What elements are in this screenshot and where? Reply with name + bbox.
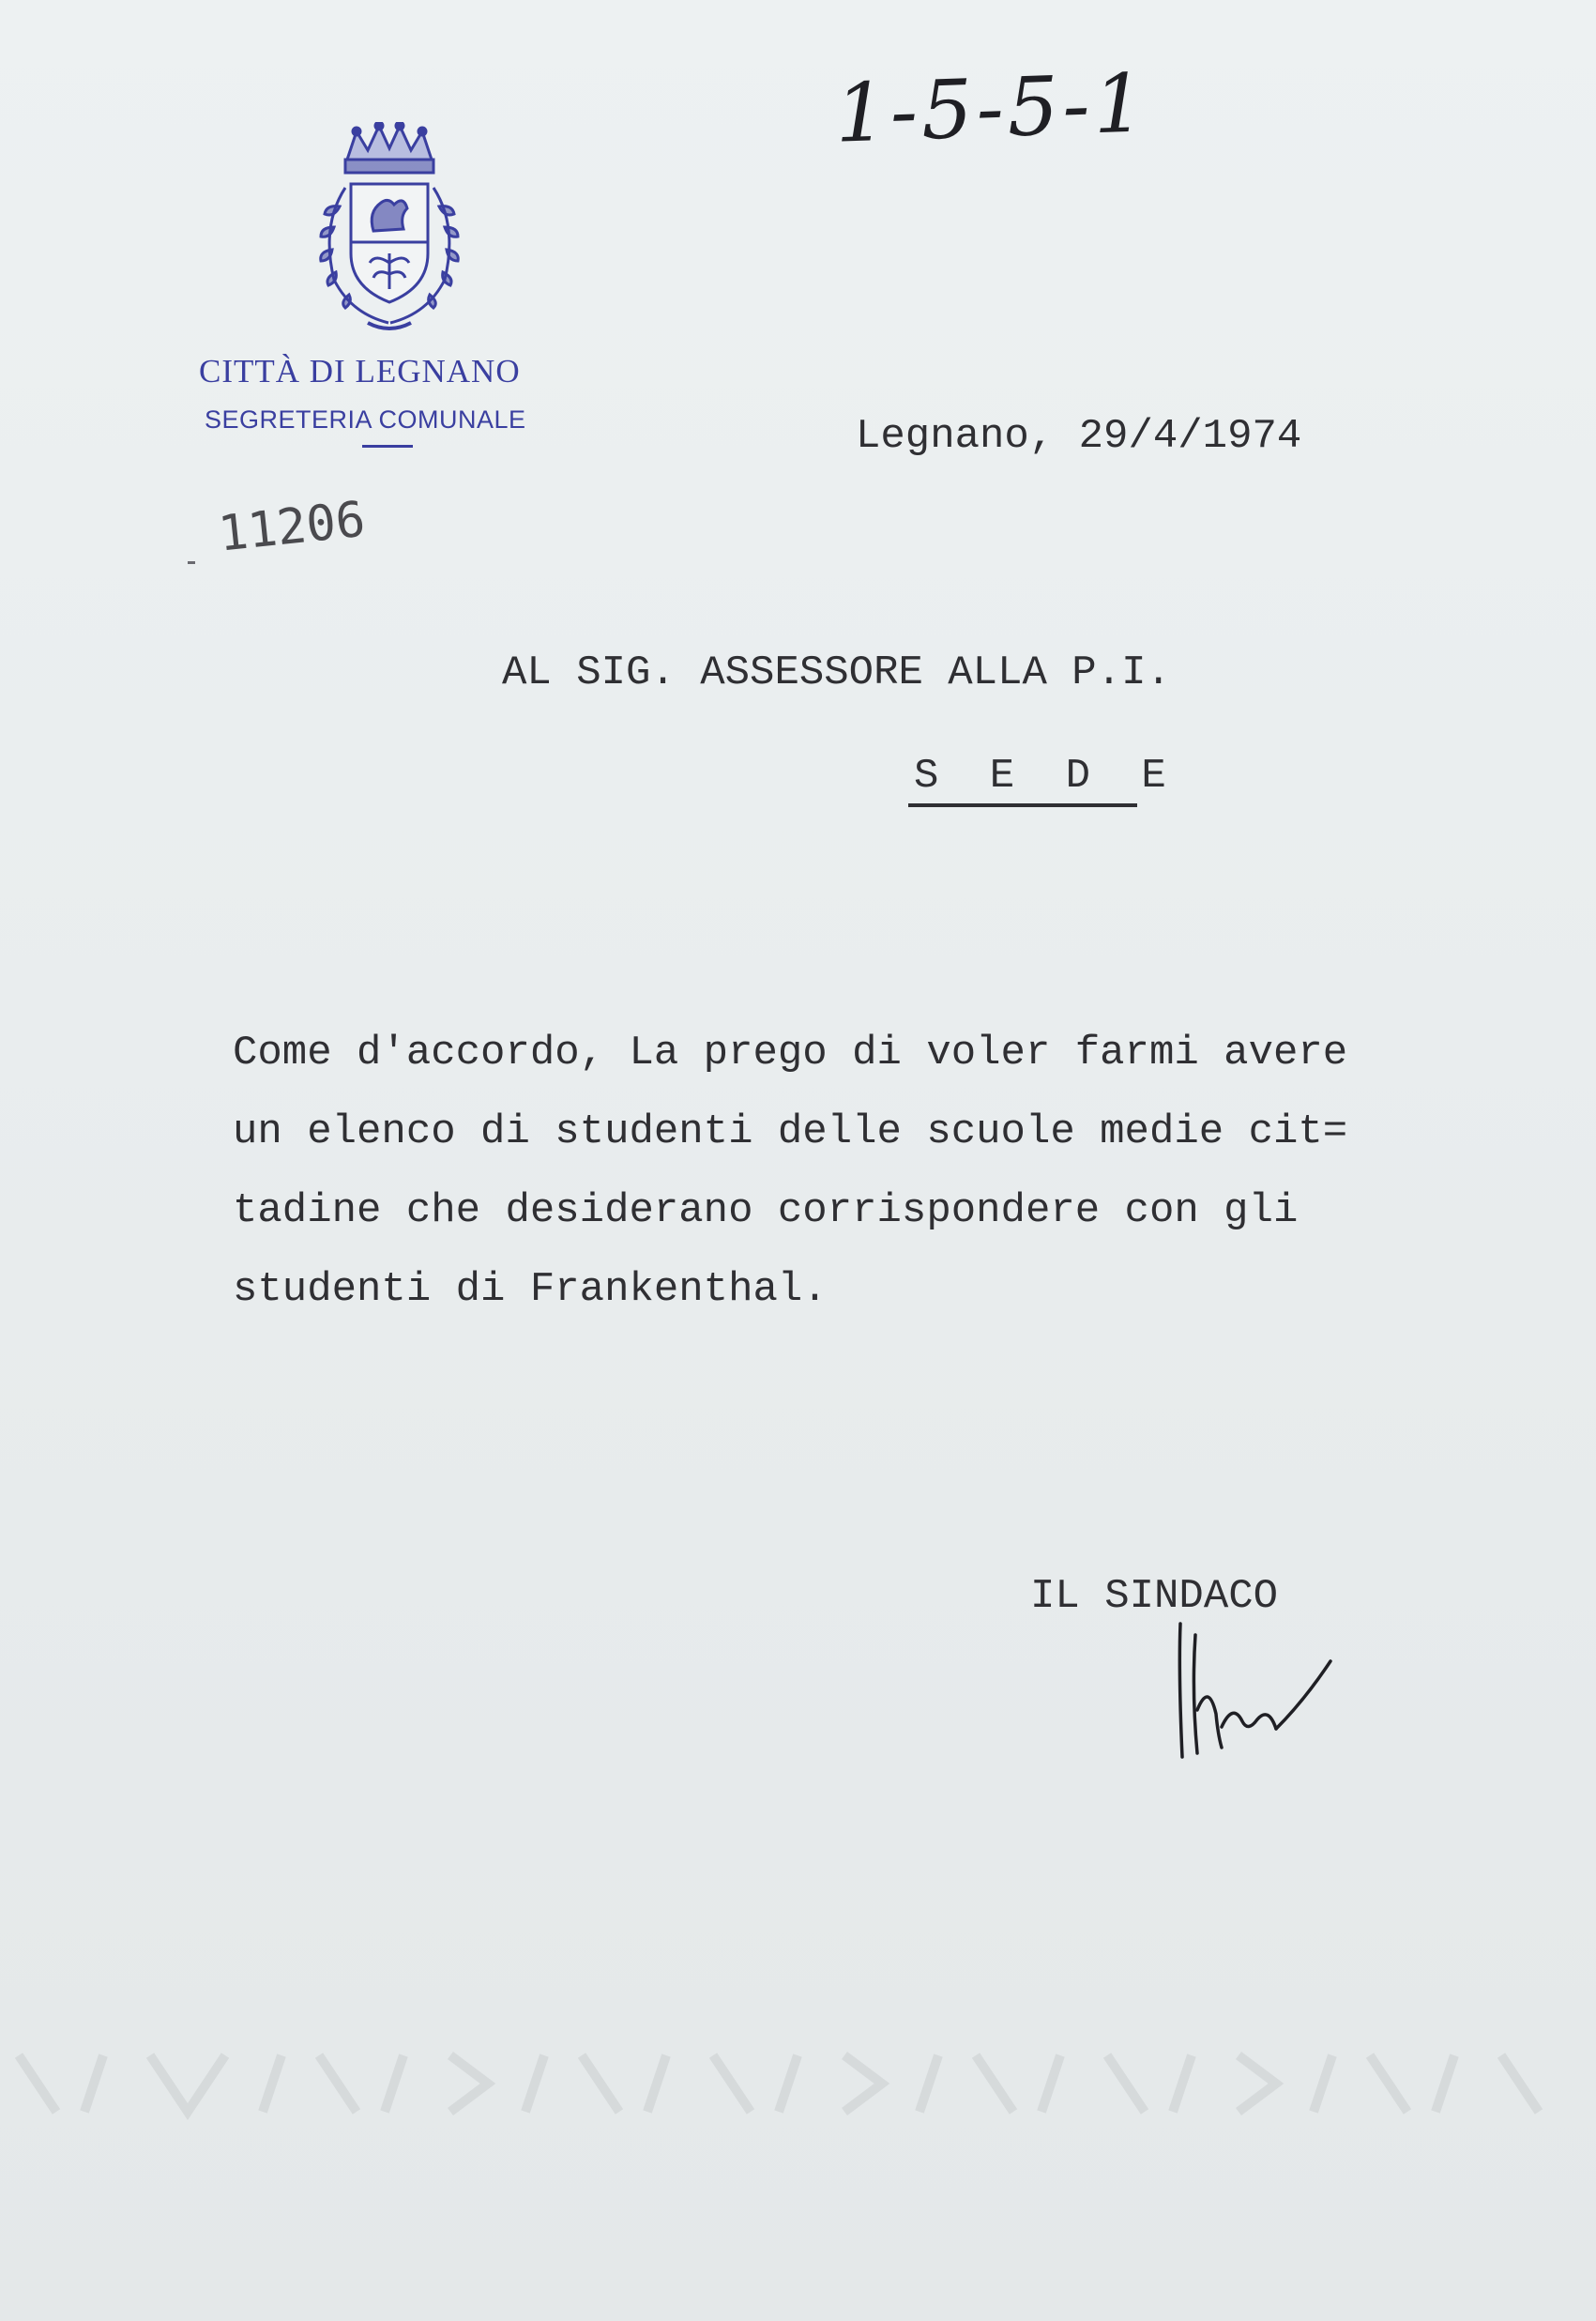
letter-body bbox=[233, 1014, 1347, 1329]
location-line: S E D E bbox=[914, 753, 1179, 800]
body-line: un elenco di studenti delle scuole medie cit= bbox=[233, 1108, 1348, 1155]
recipient-line: AL SIG. ASSESSORE ALLA P.I. bbox=[502, 649, 1171, 696]
body-line: studenti di Frankenthal. bbox=[233, 1266, 828, 1313]
date-line: Legnano, 29/4/1974 bbox=[856, 413, 1302, 460]
signatory-title: IL SINDACO bbox=[1030, 1573, 1279, 1620]
city-name: CITTÀ DI LEGNANO bbox=[199, 353, 521, 389]
protocol-dash bbox=[188, 561, 195, 564]
body-line: tadine che desiderano corrispondere con gli bbox=[233, 1187, 1299, 1234]
show-through-texture bbox=[0, 2027, 1596, 2140]
location-underline bbox=[908, 803, 1137, 807]
signature-icon bbox=[1163, 1616, 1342, 1766]
office-name: SEGRETERIA COMUNALE bbox=[205, 405, 526, 434]
protocol-number-stamp: 11206 bbox=[216, 491, 368, 563]
body-line: Come d'accordo, La prego di voler farmi avere bbox=[233, 1030, 1348, 1077]
office-underline bbox=[362, 445, 413, 448]
handwritten-reference: 1-5-5-1 bbox=[833, 56, 1150, 161]
coat-of-arms-icon bbox=[302, 122, 477, 334]
